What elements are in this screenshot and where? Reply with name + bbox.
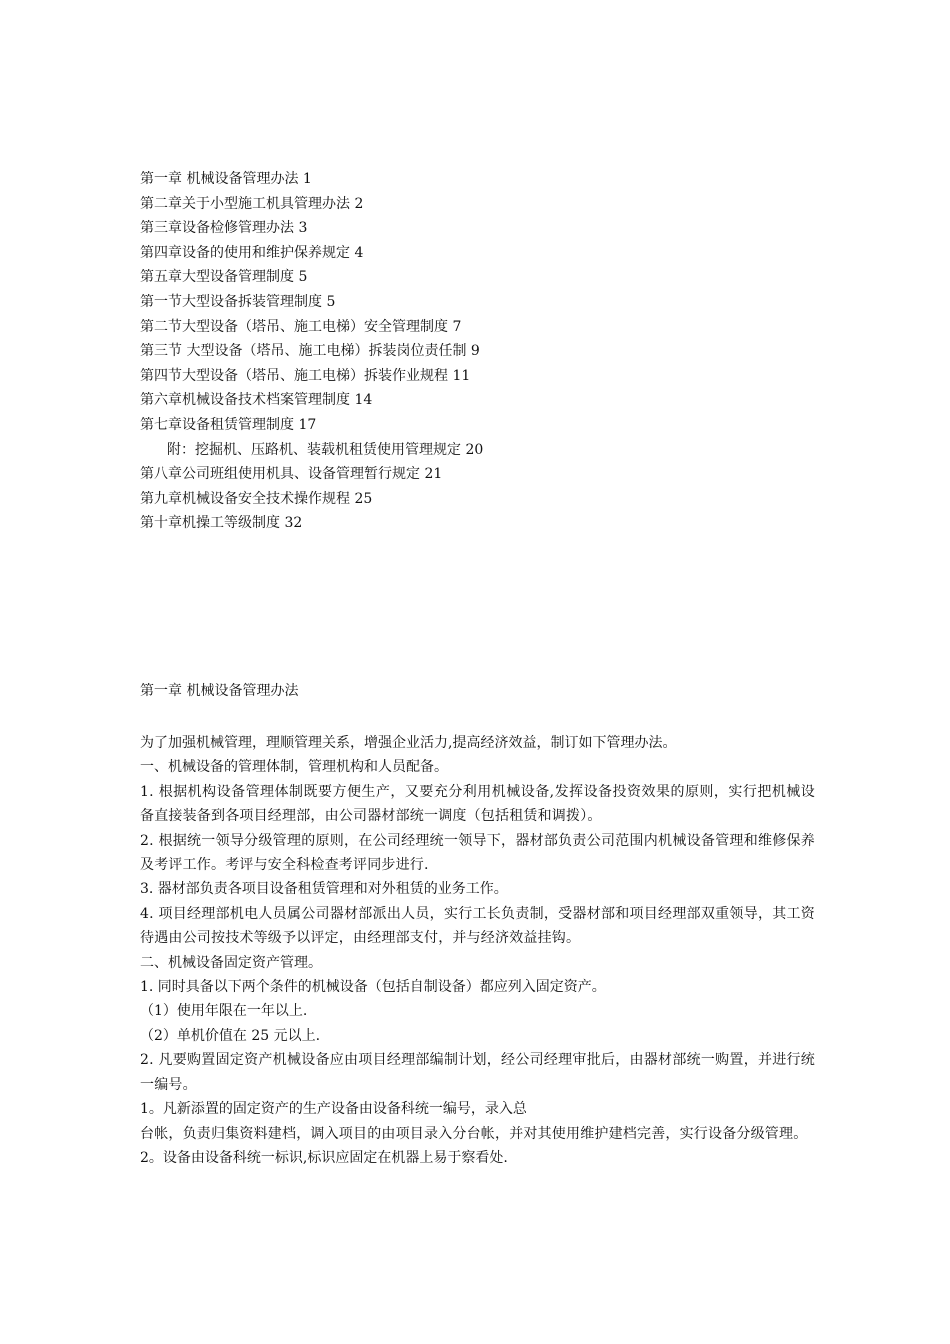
section-heading: 二、机械设备固定资产管理。 <box>140 954 322 971</box>
toc-entry: 第一章 机械设备管理办法 1 <box>140 171 312 187</box>
body-paragraph: 2. 根据统一领导分级管理的原则，在公司经理统一领导下，器材部负责公司范围内机械设备管理和维修保养及考评工作。考评与安全科检查考评同步进行. <box>140 832 815 874</box>
list-item: （1）使用年限在一年以上. <box>140 1003 308 1020</box>
body-paragraph: 1。凡新添置的固定资产的生产设备由设备科统一编号，录入总 <box>140 1101 527 1118</box>
body-paragraph: 4. 项目经理部机电人员属公司器材部派出人员，实行工长负责制，受器材部和项目经理部双重领导，其工资待遇由公司按技术等级予以评定，由经理部支付，并与经济效益挂钩。 <box>140 905 815 947</box>
chapter-heading: 第一章 机械设备管理办法 <box>140 683 299 699</box>
toc-entry: 第五章大型设备管理制度 5 <box>140 269 308 286</box>
list-item: （2）单机价值在 25 元以上. <box>140 1027 321 1044</box>
body-paragraph: 为了加强机械管理，理顺管理关系，增强企业活力,提高经济效益，制订如下管理办法。 <box>140 735 677 751</box>
body-paragraph: 台帐，负责归集资料建档，调入项目的由项目录入分台帐，并对其使用维护建档完善，实行设备分级管理。 <box>140 1125 808 1142</box>
toc-entry: 第三节 大型设备（塔吊、施工电梯）拆装岗位责任制 9 <box>140 343 480 360</box>
toc-entry: 第三章设备检修管理办法 3 <box>140 220 308 237</box>
body-paragraph: 2. 凡要购置固定资产机械设备应由项目经理部编制计划，经公司经理审批后，由器材部统一购置，并进行统一编号。 <box>140 1052 815 1093</box>
toc-entry: 第四章设备的使用和维护保养规定 4 <box>140 244 364 261</box>
section-heading: 一、机械设备的管理体制，管理机构和人员配备。 <box>140 759 448 776</box>
toc-entry: 第二节大型设备（塔吊、施工电梯）安全管理制度 7 <box>140 318 462 335</box>
toc-entry: 第十章机操工等级制度 32 <box>140 515 303 532</box>
body-paragraph: 1. 同时具备以下两个条件的机械设备（包括自制设备）都应列入固定资产。 <box>140 979 606 996</box>
toc-entry: 第二章关于小型施工机具管理办法 2 <box>140 195 364 212</box>
toc-entry: 第四节大型设备（塔吊、施工电梯）拆装作业规程 11 <box>140 367 471 384</box>
table-of-contents <box>140 167 840 536</box>
toc-entry-appendix: 附：挖掘机、压路机、装载机租赁使用管理规定 20 <box>167 441 484 458</box>
toc-entry: 第七章设备租赁管理制度 17 <box>140 416 317 433</box>
body-paragraph: 3. 器材部负责各项目设备租赁管理和对外租赁的业务工作。 <box>140 881 508 898</box>
body-paragraph: 1. 根据机构设备管理体制既要方便生产，又要充分利用机械设备,发挥设备投资效果的原则，实行把机械设备直接装备到各项目经理部，由公司器材部统一调度（包括租赁和调拨）。 <box>140 783 815 825</box>
toc-entry: 第六章机械设备技术档案管理制度 14 <box>140 392 373 409</box>
chapter-body <box>140 731 815 1170</box>
toc-entry: 第九章机械设备安全技术操作规程 25 <box>140 490 373 507</box>
body-paragraph: 2。设备由设备科统一标识,标识应固定在机器上易于察看处. <box>140 1149 508 1166</box>
toc-entry: 第八章公司班组使用机具、设备管理暂行规定 21 <box>140 466 443 483</box>
toc-entry: 第一节大型设备拆装管理制度 5 <box>140 293 336 310</box>
